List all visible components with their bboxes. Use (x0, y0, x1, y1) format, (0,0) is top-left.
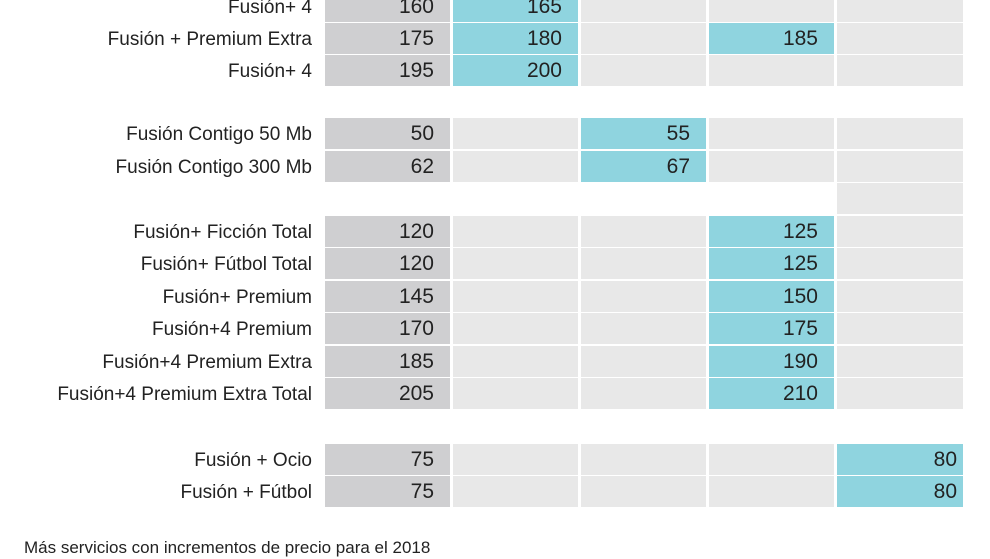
empty-cell (453, 476, 578, 507)
current-price-cell: 160 (325, 0, 450, 22)
new-price-cell: 180 (453, 23, 578, 54)
empty-cell (453, 118, 578, 149)
row-label: Fusión+ 4 (228, 0, 312, 18)
empty-cell (837, 55, 963, 86)
row-label: Fusión+ 4 (228, 61, 312, 82)
current-price-cell: 195 (325, 55, 450, 86)
current-price-cell: 120 (325, 248, 450, 279)
current-price-cell: 205 (325, 378, 450, 409)
empty-cell (837, 151, 963, 182)
empty-cell (453, 216, 578, 247)
empty-cell (453, 346, 578, 377)
new-price-cell: 80 (837, 476, 963, 507)
new-price-cell: 67 (581, 151, 706, 182)
empty-cell (453, 151, 578, 182)
empty-cell (453, 281, 578, 312)
empty-cell (581, 216, 706, 247)
current-price-cell: 145 (325, 281, 450, 312)
empty-cell (837, 216, 963, 247)
empty-cell (581, 55, 706, 86)
current-price-cell: 75 (325, 444, 450, 475)
new-price-cell: 125 (709, 216, 834, 247)
row-label: Fusión+4 Premium Extra Total (57, 384, 312, 405)
empty-cell (453, 313, 578, 344)
empty-cell (837, 248, 963, 279)
empty-cell (453, 444, 578, 475)
empty-cell (709, 55, 834, 86)
new-price-cell: 185 (709, 23, 834, 54)
footer-caption: Más servicios con incrementos de precio para el 2018 (24, 538, 431, 557)
empty-cell (837, 313, 963, 344)
empty-cell (837, 378, 963, 409)
empty-cell (581, 444, 706, 475)
new-price-cell: 125 (709, 248, 834, 279)
new-price-cell: 210 (709, 378, 834, 409)
new-price-cell: 80 (837, 444, 963, 475)
row-label: Fusión+ Ficción Total (133, 222, 312, 243)
empty-cell (709, 444, 834, 475)
empty-cell (581, 346, 706, 377)
empty-cell (709, 0, 834, 22)
row-label: Fusión+4 Premium (152, 319, 312, 340)
current-price-cell: 75 (325, 476, 450, 507)
empty-cell (837, 281, 963, 312)
empty-cell (709, 151, 834, 182)
new-price-cell: 150 (709, 281, 834, 312)
empty-cell (709, 476, 834, 507)
empty-cell (837, 23, 963, 54)
empty-cell (837, 346, 963, 377)
row-label: Fusión Contigo 50 Mb (126, 124, 312, 145)
empty-cell (837, 0, 963, 22)
empty-cell (581, 0, 706, 22)
row-label: Fusión + Fútbol (180, 482, 312, 503)
empty-cell (453, 248, 578, 279)
current-price-cell: 50 (325, 118, 450, 149)
empty-cell (581, 281, 706, 312)
empty-cell (581, 476, 706, 507)
row-label: Fusión Contigo 300 Mb (115, 157, 312, 178)
empty-cell (709, 118, 834, 149)
row-label: Fusión + Ocio (194, 450, 312, 471)
current-price-cell: 175 (325, 23, 450, 54)
new-price-cell: 190 (709, 346, 834, 377)
current-price-cell: 120 (325, 216, 450, 247)
new-price-cell: 165 (453, 0, 578, 22)
new-price-cell: 55 (581, 118, 706, 149)
empty-cell (581, 248, 706, 279)
empty-cell (837, 118, 963, 149)
empty-cell (581, 23, 706, 54)
current-price-cell: 170 (325, 313, 450, 344)
empty-cell (581, 378, 706, 409)
current-price-cell: 185 (325, 346, 450, 377)
empty-cell (581, 313, 706, 344)
row-label: Fusión+4 Premium Extra (102, 352, 312, 373)
empty-cell (837, 183, 963, 214)
current-price-cell: 62 (325, 151, 450, 182)
row-label: Fusión+ Premium (162, 287, 312, 308)
empty-cell (453, 378, 578, 409)
new-price-cell: 200 (453, 55, 578, 86)
row-label: Fusión+ Fútbol Total (140, 254, 312, 275)
row-label: Fusión + Premium Extra (107, 29, 312, 50)
new-price-cell: 175 (709, 313, 834, 344)
